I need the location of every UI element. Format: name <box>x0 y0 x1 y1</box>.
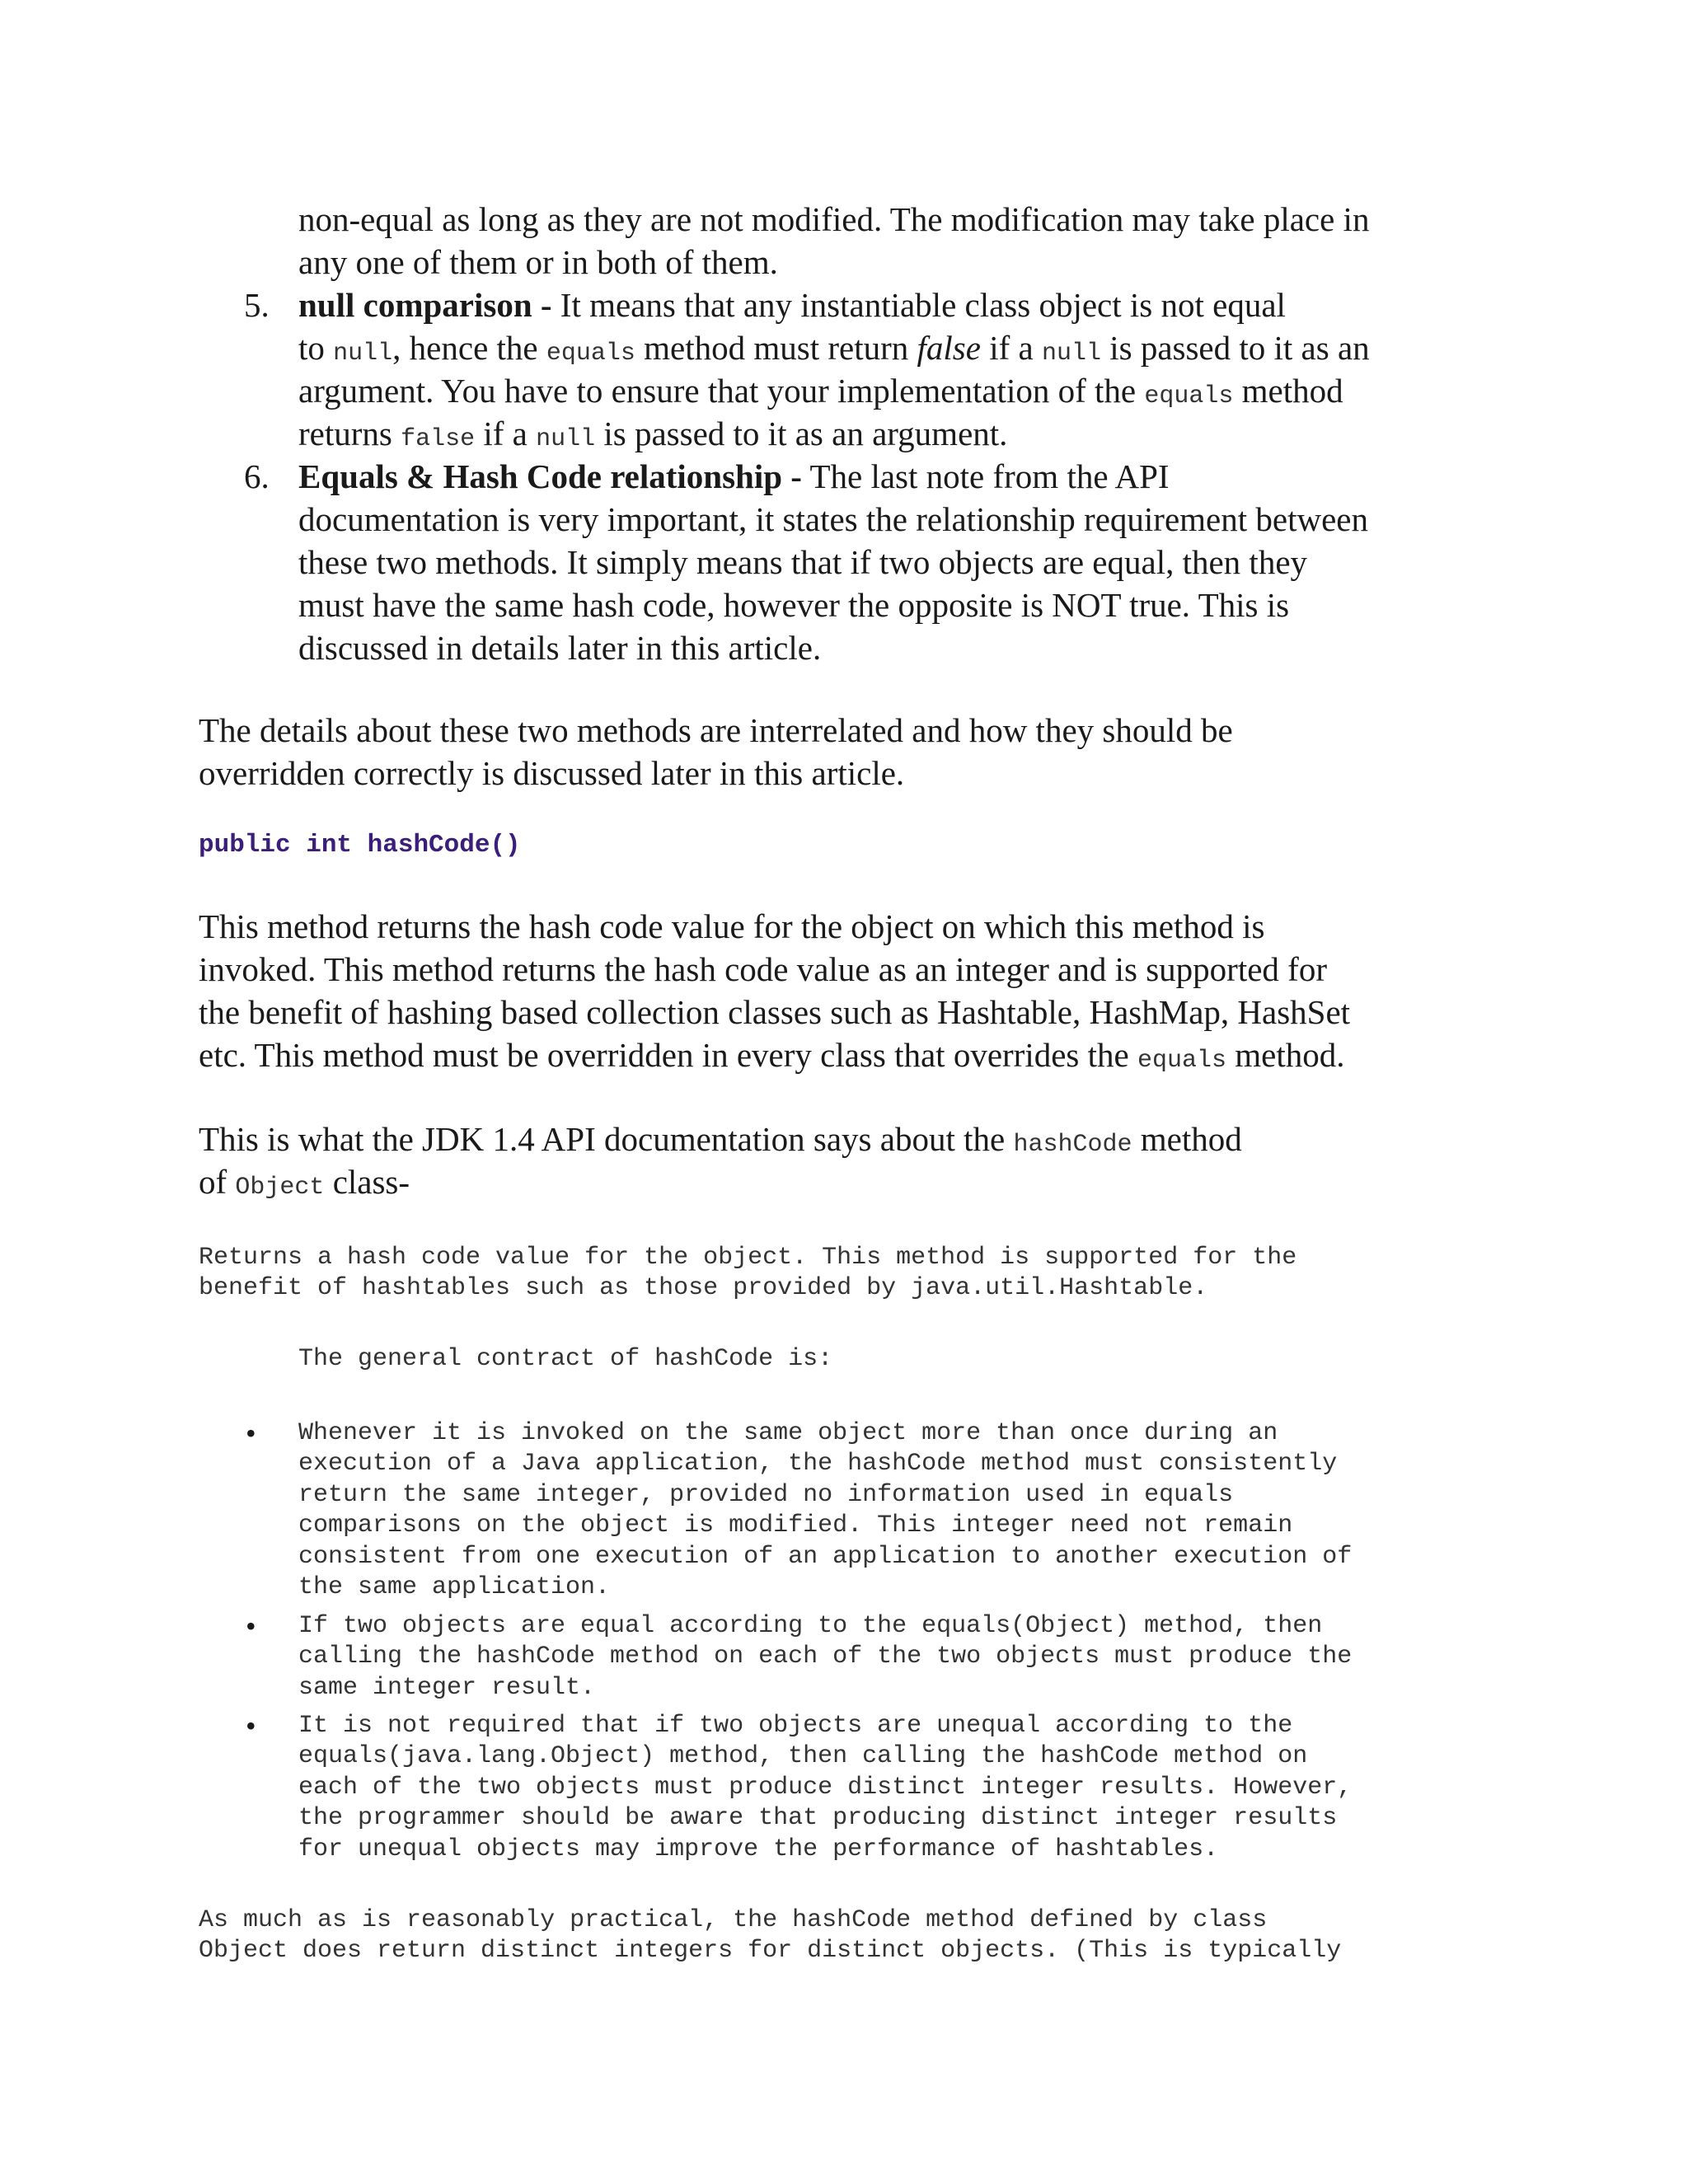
api-doc-bullet-2-line-1: If two objects are equal according to the equals(Object) method, then <box>298 1612 1323 1640</box>
api-doc-bullet-3-line-3: each of the two objects must produce distinct integer results. However, <box>298 1774 1353 1802</box>
api-doc-bullet-1-line-3: return the same integer, provided no information used in equals <box>298 1481 1234 1509</box>
code-false: false <box>401 425 476 453</box>
list-number-6: 6. <box>244 457 270 495</box>
api-doc-bullet-1-line-5: consistent from one execution of an application to another execution of <box>298 1543 1353 1571</box>
paragraph-details-line-2: overridden correctly is discussed later in this article. <box>199 754 905 792</box>
paragraph-jdk-line-1: This is what the JDK 1.4 API documentation says about the hashCode method <box>199 1120 1242 1159</box>
code-equals: equals <box>1137 1047 1226 1075</box>
code-hashcode: hashCode <box>1013 1131 1132 1159</box>
api-doc-contract-heading: The general contract of hashCode is: <box>298 1345 833 1373</box>
api-doc-bullet-3-line-5: for unequal objects may improve the performance of hashtables. <box>298 1835 1219 1863</box>
api-doc-bullet-2-line-2: calling the hashCode method on each of the two objects must produce the <box>298 1643 1353 1671</box>
list-item-5-title: null comparison - <box>298 286 552 324</box>
api-doc-closing-line-1: As much as is reasonably practical, the hashCode method defined by class <box>199 1906 1268 1934</box>
api-doc-bullet-3-line-1: It is not required that if two objects are unequal according to the <box>298 1712 1293 1740</box>
list-item-5-line-4: returns false if a null is passed to it as an argument. <box>298 415 1008 453</box>
api-doc-bullet-1-line-1: Whenever it is invoked on the same object more than once during an <box>298 1419 1278 1447</box>
list-number-5: 5. <box>244 286 270 324</box>
api-doc-bullet-3-line-4: the programmer should be aware that producing distinct integer results <box>298 1804 1338 1832</box>
api-doc-bullet-1-line-4: comparisons on the object is modified. This integer need not remain <box>298 1511 1293 1540</box>
paragraph-details-line-1: The details about these two methods are interrelated and how they should be <box>199 711 1233 749</box>
code-equals: equals <box>546 340 635 368</box>
paragraph-hashcode-line-3: the benefit of hashing based collection classes such as Hashtable, HashMap, HashSet <box>199 993 1351 1031</box>
list-item-5-line-2: to null, hence the equals method must return false if a null is passed to it as an <box>298 329 1370 368</box>
list-continuation-line-1: non-equal as long as they are not modified. The modification may take place in <box>298 200 1370 238</box>
bullet-icon: • <box>246 1709 256 1742</box>
code-equals: equals <box>1144 382 1234 410</box>
list-item-6-line-3: these two methods. It simply means that if two objects are equal, then they <box>298 543 1308 581</box>
api-doc-bullet-1-line-2: execution of a Java application, the hashCode method must consistently <box>298 1450 1338 1478</box>
code-null: null <box>536 425 596 453</box>
api-doc-intro-line-2: benefit of hashtables such as those provided by java.util.Hashtable. <box>199 1274 1208 1302</box>
paragraph-hashcode-line-2: invoked. This method returns the hash code value as an integer and is supported for <box>199 950 1327 988</box>
code-null: null <box>333 340 393 368</box>
method-signature: public int hashCode() <box>199 831 521 860</box>
list-item-6-line-4: must have the same hash code, however the opposite is NOT true. This is <box>298 586 1290 624</box>
api-doc-closing-line-2: Object does return distinct integers for distinct objects. (This is typically <box>199 1937 1342 1965</box>
code-object: Object <box>235 1174 325 1202</box>
paragraph-jdk-line-2: of Object class- <box>199 1163 410 1202</box>
list-item-6-title: Equals & Hash Code relationship - <box>298 457 802 495</box>
list-item-6-line-2: documentation is very important, it states the relationship requirement between <box>298 500 1368 538</box>
paragraph-hashcode-line-4: etc. This method must be overridden in every class that overrides the equals method. <box>199 1036 1345 1075</box>
list-item-6-line-1: Equals & Hash Code relationship - The last note from the API <box>298 457 1170 495</box>
code-null: null <box>1041 340 1101 368</box>
bullet-icon: • <box>246 1610 256 1643</box>
api-doc-bullet-3-line-2: equals(java.lang.Object) method, then calling the hashCode method on <box>298 1742 1308 1770</box>
paragraph-hashcode-line-1: This method returns the hash code value for the object on which this method is <box>199 907 1265 945</box>
list-continuation-line-2: any one of them or in both of them. <box>298 243 778 281</box>
bullet-icon: • <box>246 1417 256 1450</box>
api-doc-intro-line-1: Returns a hash code value for the object. This method is supported for the <box>199 1244 1297 1272</box>
api-doc-bullet-1-line-6: the same application. <box>298 1573 611 1601</box>
api-doc-bullet-2-line-3: same integer result. <box>298 1674 596 1702</box>
list-item-5-line-3: argument. You have to ensure that your implementation of the equals method <box>298 372 1343 410</box>
list-item-6-line-5: discussed in details later in this article. <box>298 629 822 667</box>
list-item-5-line-1: null comparison - It means that any instantiable class object is not equal <box>298 286 1286 324</box>
